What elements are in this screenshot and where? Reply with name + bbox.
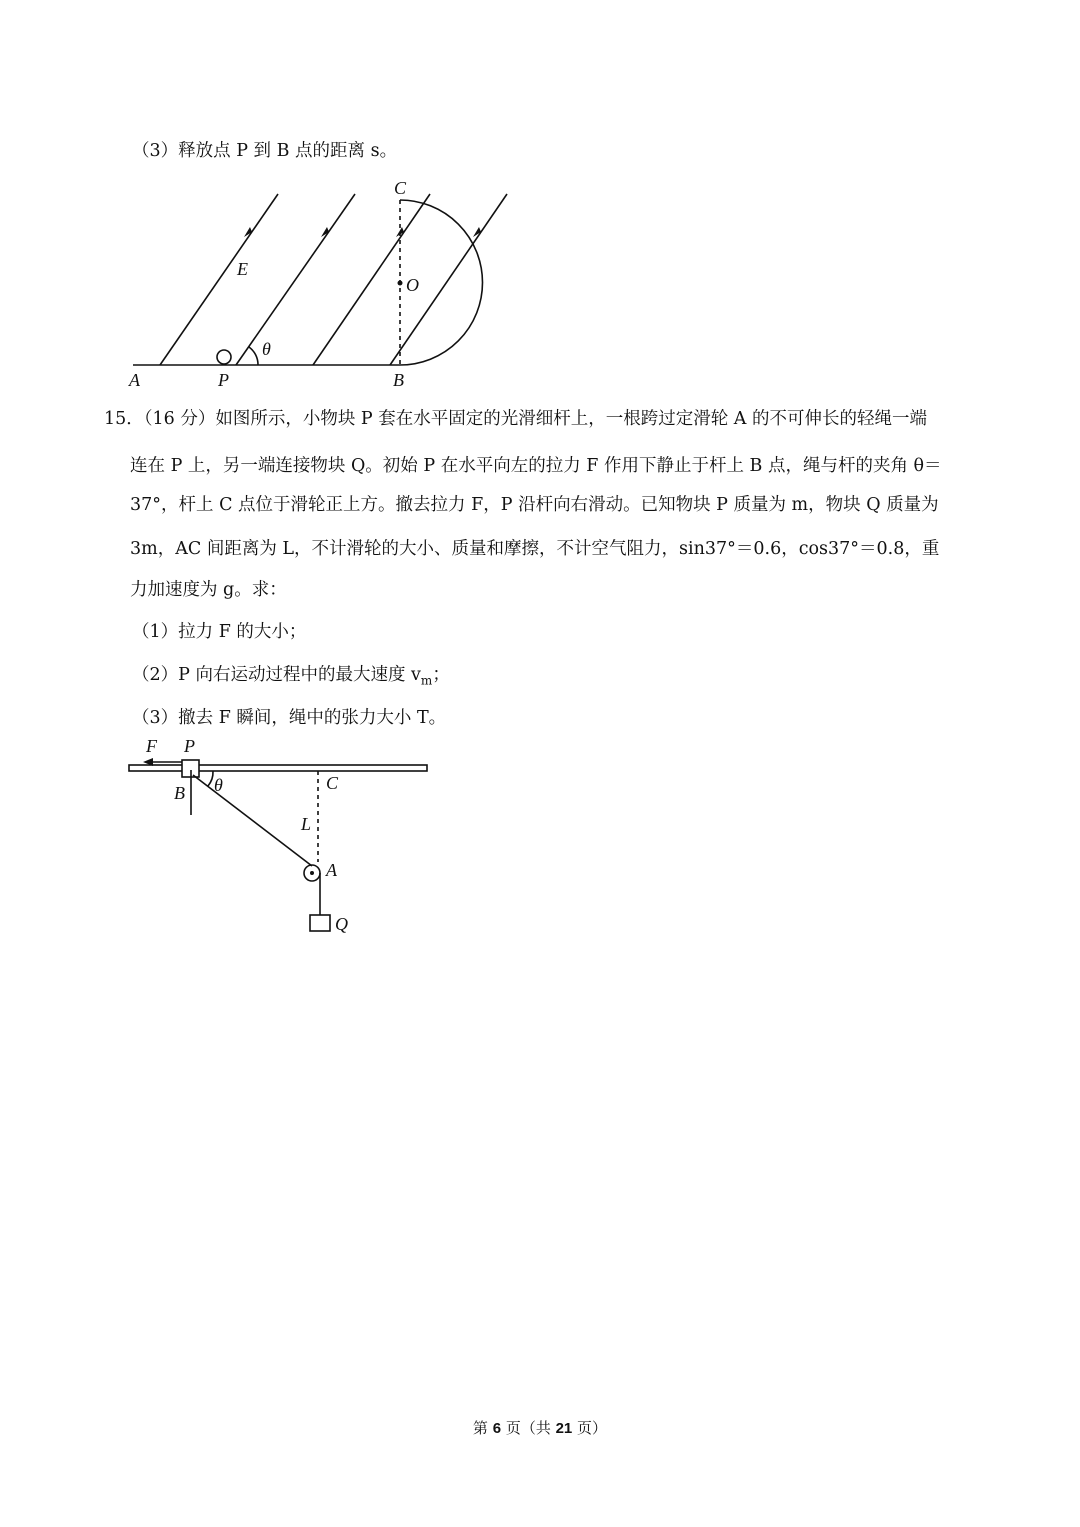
label-c-2: C (326, 773, 339, 793)
label-b: B (393, 370, 404, 390)
label-c: C (394, 178, 407, 198)
label-e: E (237, 259, 248, 279)
q15-line-3: 37°，杆上 C 点位于滑轮正上方。撤去拉力 F，P 沿杆向右滑动。已知物块 P 质量为 m，物块 Q 质量为 (130, 495, 939, 515)
pulley-center-dot (310, 871, 314, 875)
label-p: P (218, 370, 229, 390)
q15-sub2: （2）P 向右运动过程中的最大速度 $v_m$； (132, 665, 450, 688)
q15-line-5: 力加速度为 g。求： (130, 580, 287, 600)
q15-line-1: 15．（16 分）如图所示，小物块 P 套在水平固定的光滑细杆上，一根跨过定滑轮 A 的不可伸长的轻绳一端 (104, 409, 928, 429)
label-a-2: A (326, 860, 337, 880)
page-number: 6 (492, 1420, 502, 1437)
q15-sub3: （3）撤去 F 瞬间，绳中的张力大小 T。 (132, 708, 447, 728)
label-q: Q (335, 914, 348, 934)
rod (129, 765, 427, 771)
q15-line-4: 3m，AC 间距离为 L，不计滑轮的大小、质量和摩擦，不计空气阻力，sin37°＝0.6，cos37°＝0.8，重 (130, 539, 940, 559)
label-theta-2: θ (214, 775, 223, 795)
label-theta: θ (262, 339, 271, 359)
q14-sub3: （3）释放点 P 到 B 点的距离 s。 (132, 141, 398, 161)
label-a: A (129, 370, 140, 390)
block-q (310, 915, 330, 931)
page-footer: 第 6 页（共 21 页） (472, 1419, 608, 1437)
label-l: L (301, 814, 312, 834)
total-pages: 21 (555, 1420, 573, 1437)
label-o: O (406, 275, 419, 295)
label-p-2: P (184, 736, 195, 756)
label-b-2: B (174, 783, 185, 803)
q15-sub1: （1）拉力 F 的大小； (132, 622, 307, 642)
q15-line-2: 连在 P 上，另一端连接物块 Q。初始 P 在水平向左的拉力 F 作用下静止于杆上 B 点，绳与杆的夹角 θ＝ (130, 456, 942, 476)
theta-arc-2 (208, 771, 213, 786)
label-f: F (146, 736, 157, 756)
rope-slanted (193, 775, 312, 866)
